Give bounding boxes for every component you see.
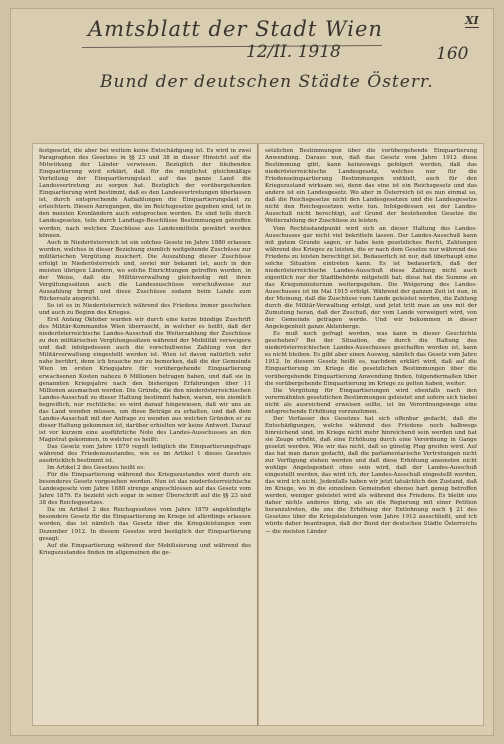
paragraph: Auch in Niederösterreich ist ein solches Gesetz im Jahre 1880 erlassen worden, welches in dieser Beziehung ziemlich weitgehende Zuschüsse zur militärischen Vergütung zusichert. Die Auszahlung dieser Zuschüsse erfolgt in Niederösterreich und, soviel mir bekannt ist, auch in den meisten übrigen Ländern, wo solche Einrichtungen getroffen worden, in der Weise, daß die Militärverwaltung gleichzeitig mit ihren Vergütungssätzen auch die Landeszuschüsse vorschußweise zur Auszahlung bringt und diese Zuschüsse sodann beim Lande zum Rückersatz anspricht. (39, 239, 251, 302)
handwritten-volume-mark: XI (465, 14, 479, 27)
paragraph: festgesetzt, die aber bei weitem keine Entschädigung ist. Es wird in zwei Paragraphen des Gesetzes in §§ 23 und 38 in dieser Hinsicht auf die Mitwirkung der Länder verwiesen. Bezüglich der bleibenden Einquartierung wird erklärt, daß für die möglichst gleichmäßige Verteilung der Einquartierungslast auf das ganze Land die Landesvertretung zu sorgen hat. Bezüglich der vorübergehenden Einquartierung wird bestimmt, daß es den Landesvertretungen überlassen ist, durch entsprechende Aufzahlungen die Einquartierungslast zu erleichtern. Diesen Anregungen, die im Reichsgesetze gegeben sind, ist in den meisten Kronländern auch entsprochen worden. Es sind teils durch Landesgesetze, teils durch Landtags-Beschlüsse Bestimmungen getroffen worden, nach welchen Zuschüsse aus Landesmitteln gewährt werden können. (39, 148, 251, 239)
paragraph: Es muß noch gefragt werden, was kann in dieser Geschichte geschehen? Bei der Situation, die durch die Haltung des niederösterreichischen Landes-Ausschusses geschaffen worden ist, kann es nicht bleiben. Es gibt aber einen Ausweg, nämlich das Gesetz vom Jahre 1912. In diesem Gesetz heißt es, nachdem erklärt wird, daß auf die Einquartierung im Kriege die gesetzlichen Bestimmungen über die vorübergehende Einquartierung Anwendung finden, folgendermaßen über die vorübergehende Einquartierung im Kriege zu gelten haben, weiter: (265, 331, 477, 387)
handwritten-subject-heading: Bund der deutschen Städte Österr. (100, 72, 434, 92)
paragraph: Erst Anfang Oktober wurden wir durch eine kurze bündige Zuschrift des Militär-Kommandos Wien überrascht, in welcher es heißt, daß der niederösterreichische Landes-Ausschuß die Weiterzahlung der Zuschüsse zu den militärischen Vergütungssätzen während der Mobilität verweigere und daß infolgedessen auch die vorschußweise Zahlung von der Militärverwaltung eingestellt werden ist. Wien ist davon natürlich sehr nahe berührt, denn ich brauche nur zu bemerken, daß die der Gemeinde Wien im ersten Kriegsjahre für vorübergehende Einquartierung erwachsenen Kosten nahezu 6 Millionen betragen haben, und daß sie in genannten Kriegsjahre nach den bisherigen Erfahrungen über 11 Millionen ausmachen werden. Die Gründe, die den niederösterreichischen Landes-Ausschuß zu dieser Haltung bestimmt haben, waren, wie ziemlich begreiflich, nur rechtliche: es wird darauf hingewiesen, daß wir uns an das Land wenden müssen, um diese Beträge zu erhalten, und daß dem Landes-Ausschuß mit der Anfrage zu wenden aus welchen Gründen er zu dieser Haltung gekommen ist, darüber erhielten wir keine Antwort. Darauf ist vor kurzem eine ausführliche Note des Landes-Ausschusses an den Magistrat gekommen, in welcher es heißt: (39, 317, 251, 443)
paragraph: setzlichen Bestimmungen über die vorübergehende Einquartierung Anwendung. Daraus nun, daß das Gesetz vom Jahre 1912 diese Bestimmung gibt, kann keineswegs gefolgert werden, daß das niederösterreichische Landesgesetz, welches nur für die Friedenseinquartierung Bestimmungen enthielt, auch für den Kriegszustand wirksam sei, denn das eine ist ein Reichsgesetz und das andere ist ein Landesgesetz. Wo aber in Österreich ist es nun einmal so, daß die Reichsgesetze nicht den Landesgesetzen und die Landesgesetze nicht den Reichsgesetzen wehe tun. Infolgedessen sei der Landes-Ausschuß nicht berechtigt, auf Grund der bestehenden Gesetze die Weiterzahlung der Zuschüsse zu leisten. (265, 148, 477, 225)
paragraph: Im Artikel 2 des Gesetzes heißt es: (47, 465, 146, 472)
paragraph: Vom Rechtsstandpunkt wird sich an dieser Haltung des Landes-Ausschusses gar nicht viel bekritteln lassen. Der Landes-Ausschuß kann mit gutem Grunde sagen, er habe kein gesetzliches Recht, Zahlungen während des Krieges zu leisten, die er nach dem Gesetze nur während des Friedens zu leisten berechtigt ist. Bedauerlich ist nur, daß überhaupt eine solche Situation eintreten kann. Es ist bedauerlich, daß der niederösterreichische Landes-Ausschuß diese Zahlung nicht auch eigentlich nur der Stadtbehörde mitgeteilt hat; diese hat die Summe an das Kriegsministerium weitergegeben. Die Weigerung des Landes-Ausschusses ist im Mai 1915 erfolgt. Während der ganzen Zeit ist nun, in der Meinung, daß die Zuschüsse vom Lande geleistet werden, die Zahlung durch die Militär-Verwaltung erfolgt, und jetzt tritt man an uns mit der Zumutung heran, daß der Zuschuß, der vom Lande verweigert wird, von der Gemeinde getragen werde. Und wir bekommen in dieser Angelegenheit ganze Aktenberge. (265, 225, 477, 331)
quoted-paragraph: Für die Einquartierung während des Kriegszustandes wird durch ein besonderes Gesetz vorgesehen werden. Nun ist das niederösterreichische Landesgesetz vom Jahre 1880 strenge angeschlossen auf das Gesetz vom Jahre 1879. Es bezieht sich sogar in seiner Überschrift auf die §§ 23 und 38 des Reichsgesetzes. (39, 472, 251, 507)
handwritten-source-title: Amtsblatt der Stadt Wien (88, 17, 383, 41)
handwritten-page-number: 160 (436, 44, 469, 64)
text-column-right (265, 148, 477, 721)
newspaper-clipping-right (258, 143, 484, 726)
paragraph: Der Verfasser des Gesetzes hat sich offenbar gedacht, daß die Entschädigungen, welche während des Friedens noch halbwegs hinreichend sind, im Kriege nicht mehr hinreichend sein werden und hat sie Zeuge erhöht, daß eine Erhöhung durch eine Verordnung in Gange gesetzt werden. Wie wir das nicht, daß so günstig Plug greifen wird. Auf das hat man daran gedacht, daß die parlamentarische Vertretungen nicht zur Verfügung stehen werden und daß diese Erhöhung ansonsten nicht wohlige Angelegenheit ohne sein wird, daß der Landes-Ausschuß eingestellt werden, das wird ich, der Landes-Ausschuß eingestellt werden, das wird ich nicht. Jedenfalls haben wir jetzt tatsächlich den Zustand, daß im Kriege, wo in die einzelnen Gemeinden ebenso hart genug betroffen werden, weniger geleistet wird als während des Friedens. Es bleibt uns daher nichts anderes übrig, als an die Regierung mit einer Petition heranzutreten, die uns die Erhöhung der Entlohnung nach § 21 des Gesetzes über die Kriegsleistungen vom Jahre 1912 ausschließt, und ich würde daher beantragen, daß der Bund der deutschen Städte Österreichs — die meisten Länder (265, 415, 477, 535)
newspaper-clipping-left (32, 143, 258, 726)
quoted-paragraph: Die Vergütung für Einquartierungen wird ebenfalls nach den vorermähnten gesetzlichen Bestimmungen geleistet und sofern sich hiebei nicht als ausreichend erweisen sollte, ist im Verordnungswege eine entsprechende Erhöhung vorzunehmen. (265, 387, 477, 415)
quoted-paragraph: Auf die Einquartierung während der Mobilisierung und während des Kriegszustandes finden im allgemeinen die ge- (39, 542, 251, 556)
text-column-left (39, 148, 251, 721)
quoted-paragraph: Das Gesetz vom Jahre 1879 regelt lediglich die Einquartierungsfrage während des Friedenszustandes, wie es im Artikel 1 dieses Gesetzes ausdrücklich bestimmt ist. (39, 443, 251, 465)
paragraph: So ist es in Niederösterreich während des Friedens immer geschehen und auch zu Beginn des Krieges. (39, 303, 251, 317)
handwritten-date: 12/II. 1918 (246, 42, 341, 62)
paragraph: Da im Artikel 2 des Reichsgesetzes vom Jahre 1879 angekündigte besondere Gesetz für die Einquartierung im Kriege ist allerdings erlassen worden, das ist nämlich das Gesetz über die Kriegsleistungen vom Dezember 1912. In diesem Gesetze wird bezüglich der Einquartierung gesagt: (39, 507, 251, 542)
